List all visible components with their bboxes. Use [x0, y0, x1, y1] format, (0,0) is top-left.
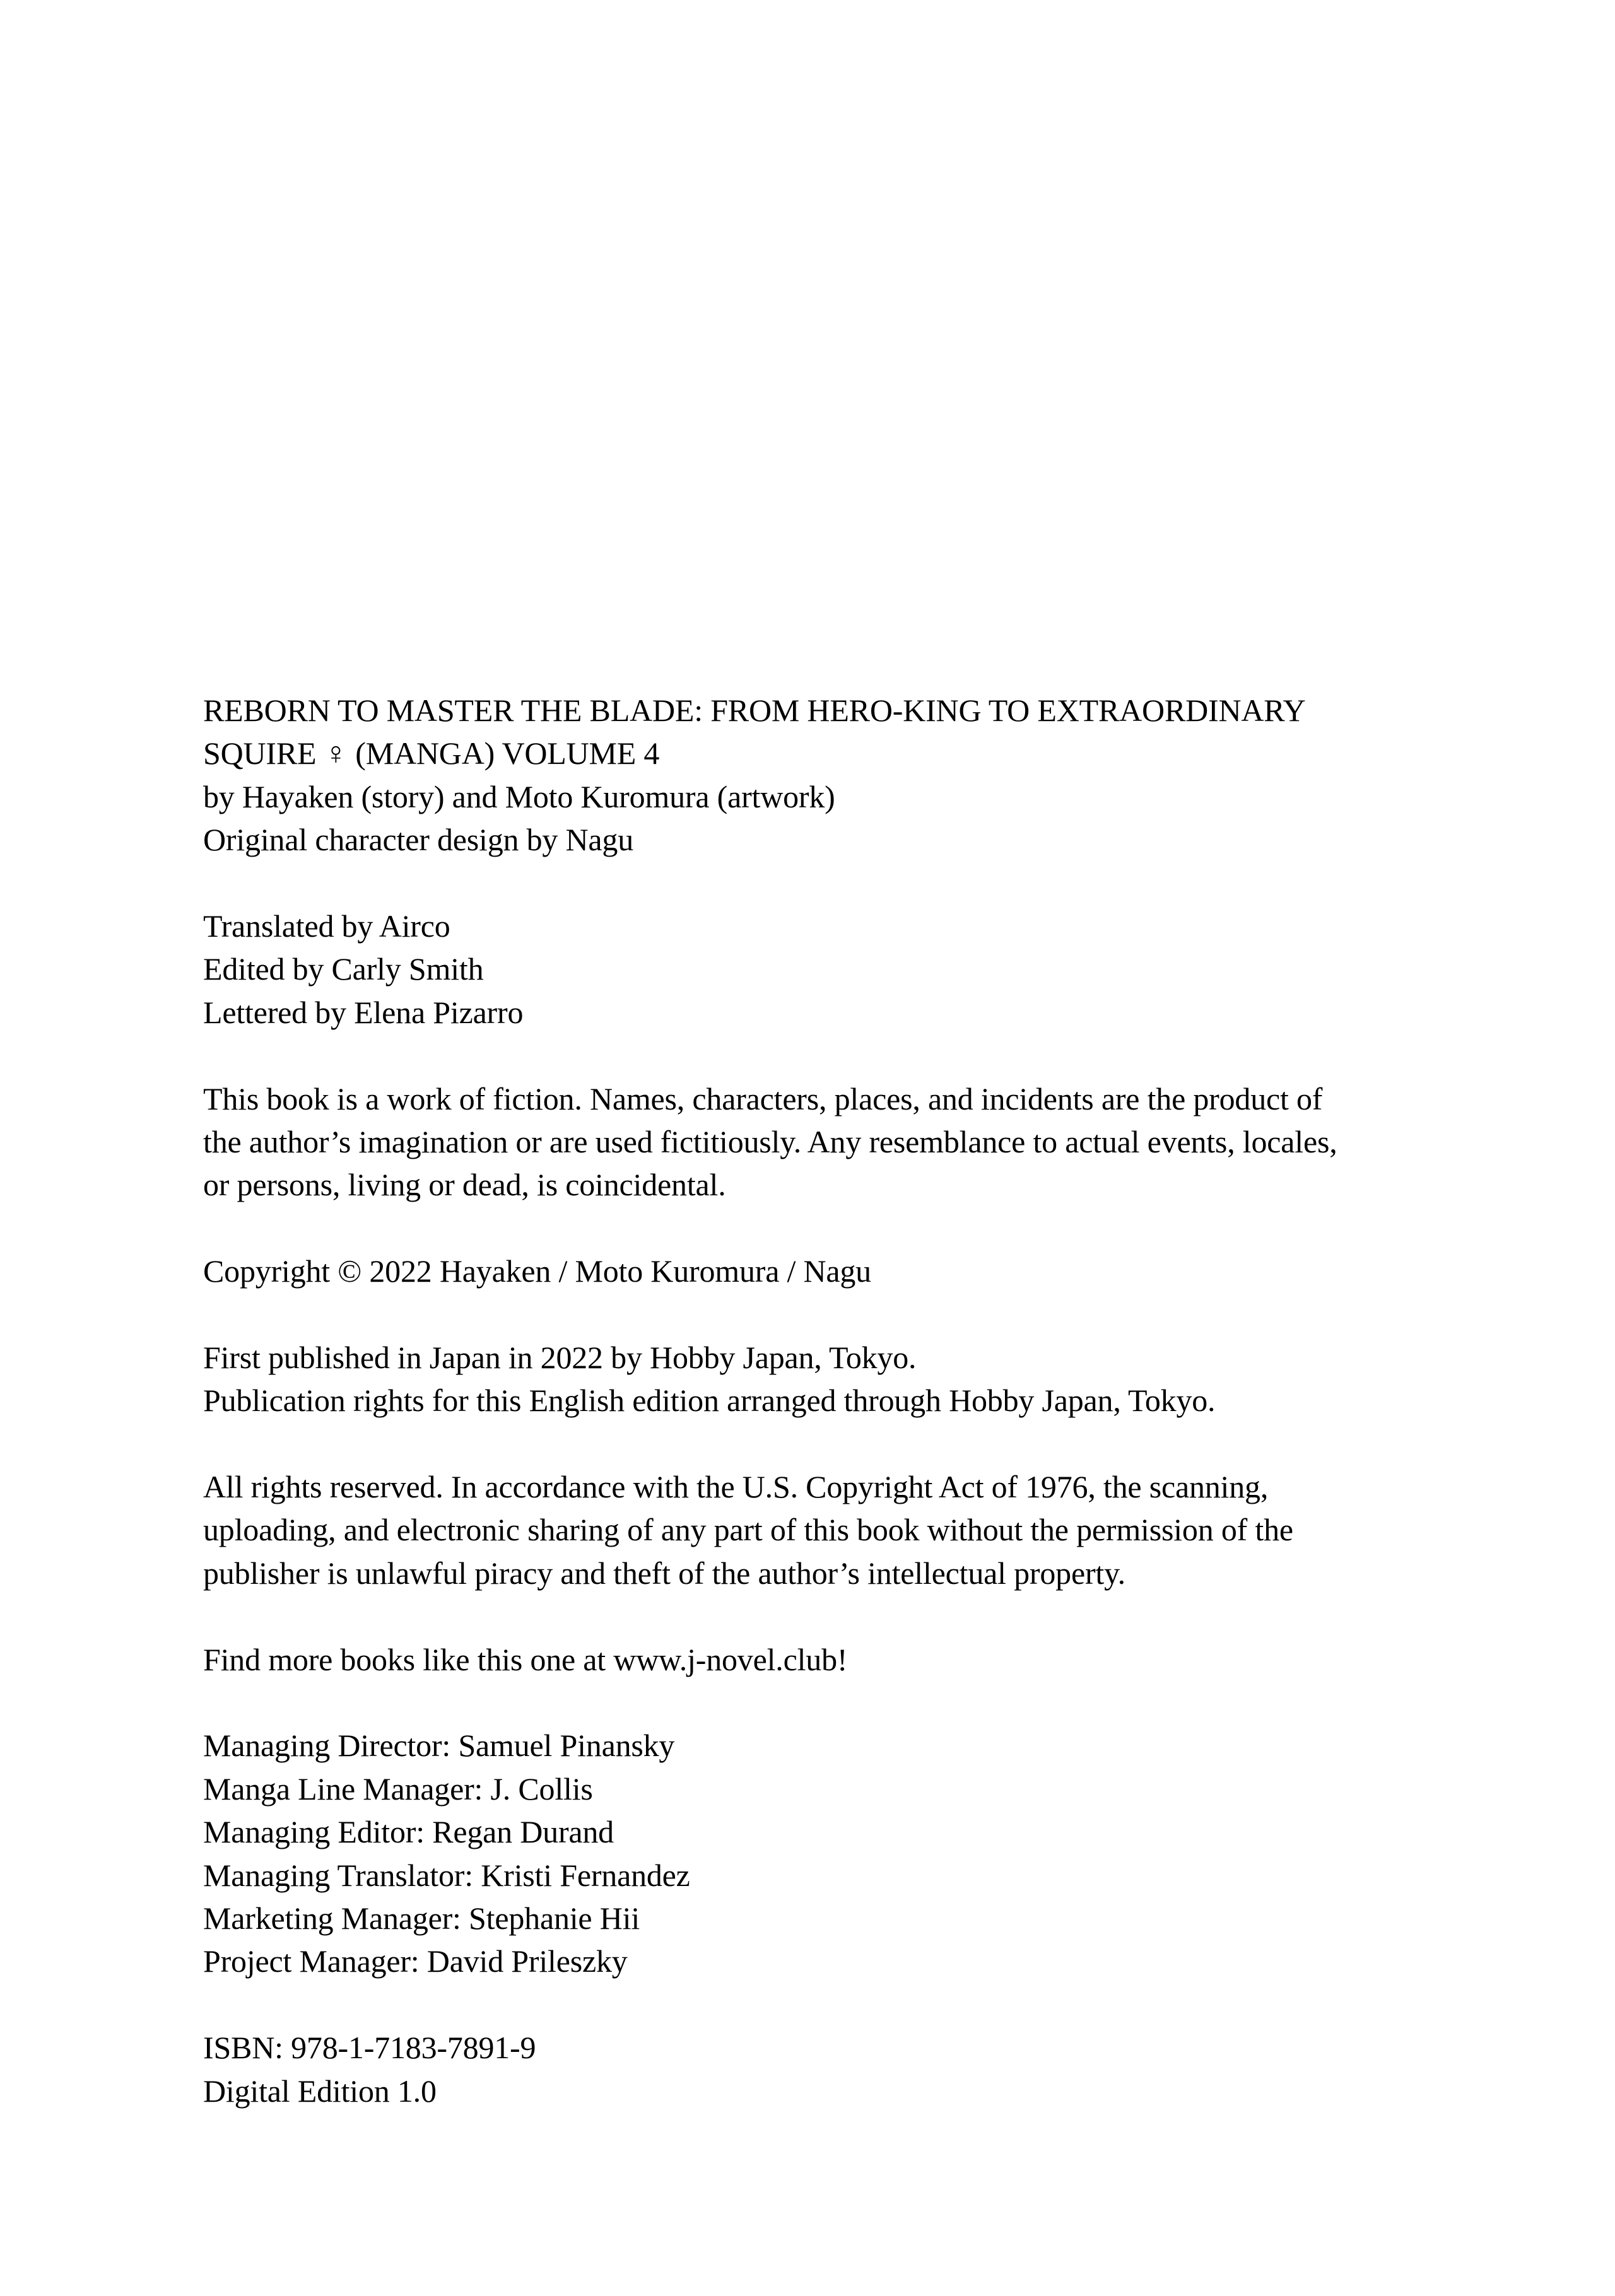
rights-notice-line-3: publisher is unlawful piracy and theft of the author’s intellectual property. [203, 1555, 1125, 1591]
fiction-disclaimer-line-2: the author’s imagination or are used fictitiously. Any resemblance to actual events, locales, [203, 1123, 1337, 1159]
isbn-line: ISBN: 978-1-7183-7891-9 [203, 2030, 536, 2066]
publication-line-2: Publication rights for this English edition arranged through Hobby Japan, Tokyo. [203, 1383, 1216, 1419]
staff-managing-editor: Managing Editor: Regan Durand [203, 1814, 614, 1850]
spacer [203, 862, 1615, 905]
book-character-design-credit: Original character design by Nagu [203, 822, 634, 858]
spacer [203, 1983, 1615, 2026]
staff-project-manager: Project Manager: David Prileszky [203, 1943, 628, 1979]
credit-editor: Edited by Carly Smith [203, 951, 484, 987]
spacer [203, 1292, 1615, 1335]
spacer [203, 1595, 1615, 1637]
copyright-line: Copyright © 2022 Hayaken / Moto Kuromura / Nagu [203, 1253, 871, 1289]
spacer [203, 1422, 1615, 1465]
credit-letterer: Lettered by Elena Pizarro [203, 994, 524, 1030]
publication-line-1: First published in Japan in 2022 by Hobby Japan, Tokyo. [203, 1339, 917, 1375]
spacer [203, 1034, 1615, 1077]
staff-managing-director: Managing Director: Samuel Pinansky [203, 1728, 675, 1764]
promo-line: Find more books like this one at www.j-novel.club! [203, 1641, 848, 1677]
staff-managing-translator: Managing Translator: Kristi Fernandez [203, 1857, 690, 1893]
spacer [203, 1681, 1615, 1724]
credit-translator: Translated by Airco [203, 908, 450, 944]
colophon-text-block [203, 689, 1615, 2112]
book-title-line-2: SQUIRE ♀ (MANGA) VOLUME 4 [203, 735, 660, 771]
digital-edition-line: Digital Edition 1.0 [203, 2073, 437, 2109]
book-title-line-1: REBORN TO MASTER THE BLADE: FROM HERO-KING TO EXTRAORDINARY [203, 693, 1306, 728]
rights-notice-line-2: uploading, and electronic sharing of any part of this book without the permission of the [203, 1512, 1293, 1548]
fiction-disclaimer-line-1: This book is a work of fiction. Names, characters, places, and incidents are the product of [203, 1081, 1323, 1116]
fiction-disclaimer-line-3: or persons, living or dead, is coincidental. [203, 1167, 726, 1203]
rights-notice-line-1: All rights reserved. In accordance with the U.S. Copyright Act of 1976, the scanning, [203, 1469, 1269, 1505]
staff-marketing-manager: Marketing Manager: Stephanie Hii [203, 1900, 640, 1936]
book-byline: by Hayaken (story) and Moto Kuromura (artwork) [203, 778, 835, 814]
staff-manga-line-manager: Manga Line Manager: J. Collis [203, 1771, 593, 1807]
spacer [203, 1207, 1615, 1250]
